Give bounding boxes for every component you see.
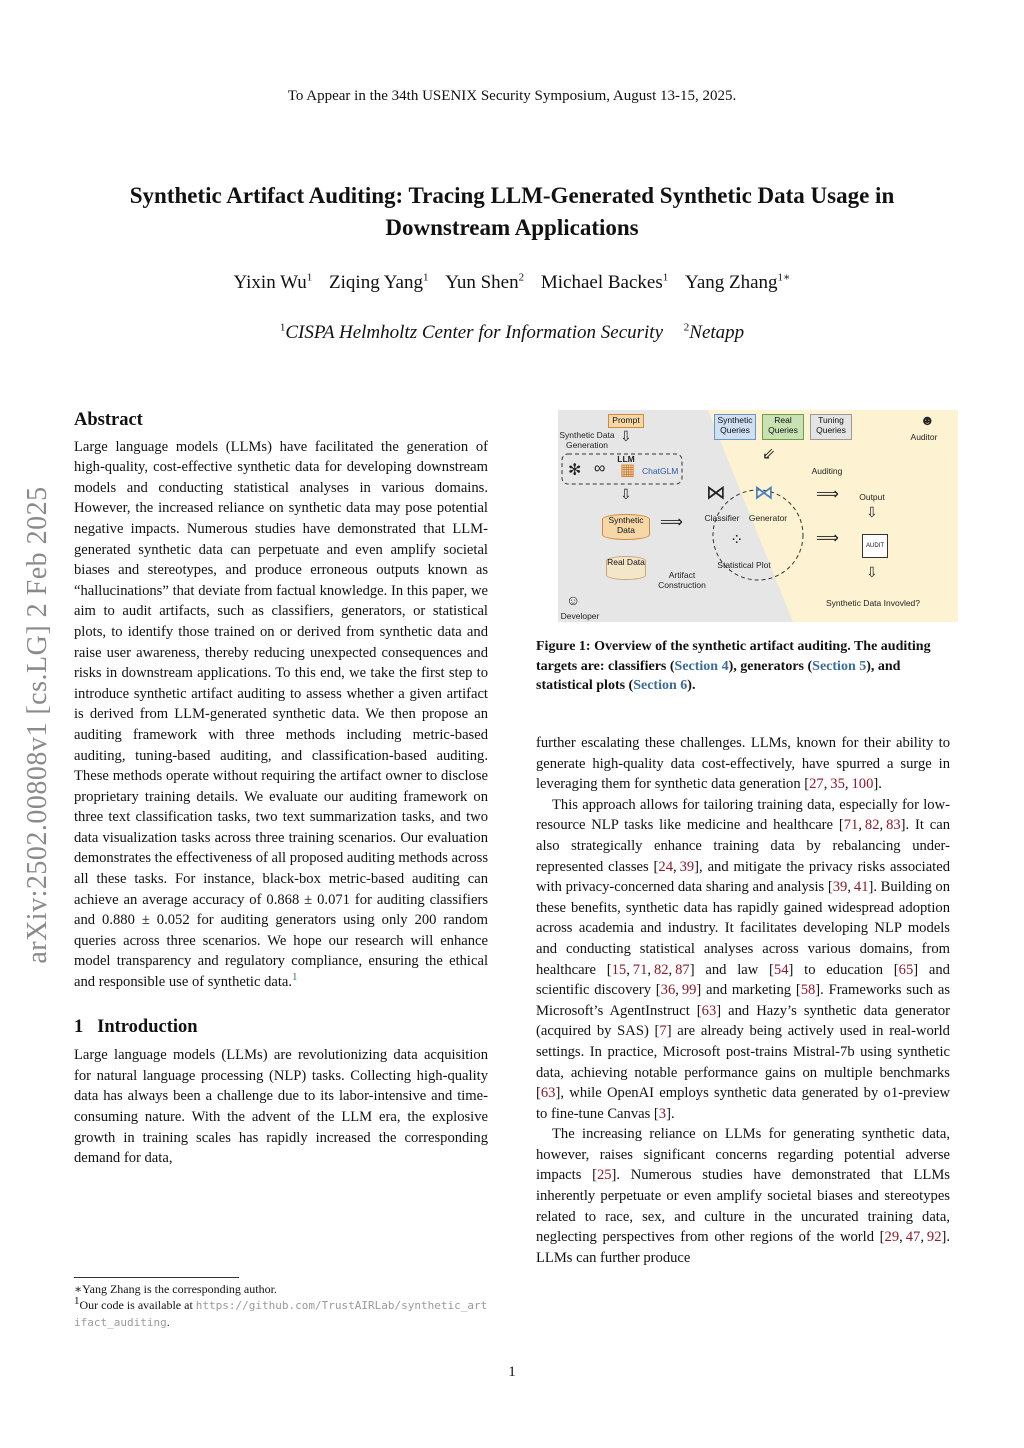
author: Yang Zhang$^{1∗}$ (685, 271, 791, 293)
arrow-right-icon: ⟹ (816, 530, 839, 547)
arrow-down-icon: ⇩ (620, 428, 632, 444)
citation-link[interactable]: 65 (898, 961, 914, 978)
citation-link[interactable]: 24 (658, 858, 673, 875)
affiliation: $^1$CISPA Helmholtz Center for Information Security (279, 321, 664, 343)
statistical-plot-label: Statistical Plot (717, 560, 771, 570)
arrow-down-icon: ⇩ (620, 486, 632, 502)
footnote-code: $^1$Our code is available at https://github.com/TrustAIRLab/synthetic_artifact_auditing. (74, 1295, 488, 1329)
author: Michael Backes$^1$ (540, 271, 669, 293)
meta-icon: ∞ (594, 460, 606, 477)
citation-link[interactable]: 39 (832, 879, 848, 896)
developer-label: Developer (560, 611, 600, 621)
citation-link[interactable]: 58 (800, 982, 816, 999)
venue-line: To Appear in the 34th USENIX Security Symposium, August 13-15, 2025. (287, 88, 737, 104)
auditor-icon: ☻ (920, 412, 935, 428)
intro-heading: 1 Introduction (74, 1016, 198, 1037)
affiliation: $^2$Netapp (683, 321, 745, 343)
citation-link[interactable]: 47 (905, 1229, 921, 1246)
footnote-link[interactable]: 1 (292, 971, 298, 984)
author: Yixin Wu$^1$ (233, 271, 313, 293)
paper-title: Synthetic Artifact Auditing: Tracing LLM-Generated Synthetic Data Usage in Downstream Applications (129, 183, 895, 240)
real-queries-box: Real Queries (762, 414, 804, 440)
citation-link[interactable]: 39 (679, 858, 695, 875)
citation-link[interactable]: 29 (884, 1229, 900, 1246)
classifier-label: Classifier (704, 513, 740, 523)
generator-network-icon: ⋈ (754, 482, 774, 504)
synthetic-queries-box: Synthetic Queries (714, 414, 756, 440)
arrow-down-icon: ⇩ (866, 564, 878, 580)
artifact-construction-label: Artifact Construction (658, 570, 706, 590)
author: Yun Shen$^2$ (445, 271, 525, 293)
classifier-network-icon: ⋈ (706, 482, 726, 504)
footnotes (74, 1281, 488, 1331)
citation-link[interactable]: 63 (540, 1085, 556, 1102)
citation-link[interactable]: 36 (660, 982, 676, 999)
page-number: 1 (508, 1364, 516, 1380)
footnote-rule (74, 1277, 239, 1278)
output-label: Output (859, 492, 885, 502)
mistral-icon: ▦ (620, 462, 636, 479)
auditor-label: Auditor (910, 432, 938, 442)
real-data-box: Real Data (606, 556, 646, 580)
figure-caption: Figure 1: Overview of the synthetic artifact auditing. The auditing targets are: classifiers (Section 4), generators (Section 5), and statistical plots (Section 6). (536, 639, 931, 693)
citation-link[interactable]: 7 (659, 1023, 667, 1040)
author: Ziqing Yang$^1$ (329, 271, 429, 293)
citation-link[interactable]: 35 (830, 776, 845, 793)
paragraph: This approach allows for tailoring training data, especially for low-resource NLP tasks like medicine and healthcare [71, 82, 83]. It can also strategically enhance training data by rebalancing under-represented classes [24, 39], and mitigate the privacy risks associated with privacy-concerned data sharing and analysis [39, 41]. Building on these benefits, synthetic data has rapidly gained widespread adoption across academia and industry. It facilitates developing NLP models and conducting statistical analyses across various domains, from healthcare [15, 71, 82, 87] and law [54] to education [65] and scientific discovery [36, 99] and marketing [58]. Frameworks such as Microsoft’s AgentInstruct [63] and Hazy’s synthetic data generator (acquired by SAS) [7] are already being actively used in real-world settings. In practice, Microsoft post-trains Mistral-7b using synthetic data, achieving notable performance gains on multiple benchmarks [63], while OpenAI employs synthetic data generated by o1-preview to fine-tune Canvas [3]. (536, 796, 950, 1122)
openai-icon: ✻ (568, 462, 582, 479)
intro-paragraph: Large language models (LLMs) are revolutionizing data acquisition for natural language processing (NLP) tasks. Collecting high-quality data has always been a challenge due to its labor-intensive and time-consuming nature. With the advent of the LLM era, the explosive growth in training scales has rapidly increased the corresponding demand for data, (74, 1047, 488, 1167)
chatglm-label: ChatGLM (642, 466, 679, 476)
citation-link[interactable]: 63 (701, 1002, 717, 1019)
section-link[interactable]: Section 5 (812, 658, 867, 674)
citation-link[interactable]: 100 (851, 776, 874, 793)
affiliations (0, 322, 1024, 344)
developer-icon: ☺ (566, 592, 581, 608)
generator-label: Generator (748, 513, 788, 523)
tuning-queries-box: Tuning Queries (810, 414, 852, 440)
citation-link[interactable]: 82 (864, 817, 880, 834)
left-column (74, 410, 488, 1169)
citation-link[interactable]: 54 (773, 961, 789, 978)
arrow-down-icon: ⇩ (866, 504, 878, 520)
code-url-link[interactable]: https://github.com/TrustAIRLab/synthetic_artifact_auditing (74, 1299, 488, 1329)
paragraph: The increasing reliance on LLMs for generating synthetic data, however, raises significant concerns regarding potential adverse impacts [25]. Numerous studies have demonstrated that LLMs inherently perpetuate or even amplify societal biases and stereotypes related to race, sex, and culture in the uncurated training data, neglecting perspectives from other regions of the world [29, 47, 92]. LLMs can further produce (536, 1126, 950, 1266)
citation-link[interactable]: 41 (853, 879, 869, 896)
scatter-plot-icon: ⁘ (730, 532, 744, 549)
arrow-down-left-icon: ⇙ (762, 446, 776, 463)
paragraph: further escalating these challenges. LLMs, known for their ability to generate high-quality data cost-effectively, have spurred a surge in leveraging them for synthetic data generation [27, 35, 100]. (536, 735, 950, 793)
citation-link[interactable]: 25 (596, 1167, 612, 1184)
audit-report-icon: AUDIT (862, 534, 888, 558)
citation-link[interactable]: 15 (611, 961, 627, 978)
citation-link[interactable]: 27 (809, 776, 824, 793)
footnote-corresponding: ∗Yang Zhang is the corresponding author. (74, 1282, 277, 1296)
figure-1 (558, 410, 958, 622)
right-column (536, 733, 950, 1268)
auditing-label: Auditing (811, 466, 843, 476)
llm-label: LLM (617, 454, 635, 464)
synthetic-data-generation-label: Synthetic Data Generation (559, 430, 615, 450)
author-list (0, 272, 1024, 294)
synthetic-data-box: Synthetic Data (602, 514, 650, 540)
citation-link[interactable]: 87 (675, 961, 690, 978)
citation-link[interactable]: 83 (886, 817, 901, 834)
abstract-heading: Abstract (74, 410, 143, 430)
abstract-text: Large language models (LLMs) have facilitated the generation of high-quality, cost-effective synthetic data for developing downstream models and conducting statistical analyses in various domains. However, the increased reliance on synthetic data may pose potential negative impacts. Numerous studies have demonstrated that LLM-generated synthetic data can perpetuate and even amplify societal biases and stereotypes, and produce erroneous outputs known as “hallucinations” that deviate from factual knowledge. In this paper, we aim to audit artifacts, such as classifiers, generators, or statistical plots, to identify those trained on or derived from synthetic data and raise user awareness, thereby reducing unexpected consequences and risks in downstream applications. To this end, we take the first step to introduce synthetic artifact auditing to assess whether a given artifact is derived from LLM-generated synthetic data. We then propose an auditing framework with three methods including metric-based auditing, tuning-based auditing, and classification-based auditing. These methods operate without requiring the artifact owner to disclose proprietary training details. We evaluate our auditing framework on three text classification tasks, two text summarization tasks, and two data visualization tasks across three training scenarios. Our evaluation demonstrates the effectiveness of all proposed auditing methods across all these tasks. For instance, black-box metric-based auditing can achieve an average accuracy of 0.868 ± 0.071 for auditing classifiers and 0.880 ± 0.052 for auditing generators using only 200 random queries across three scenarios. We hope our research will enhance model transparency and regulatory compliance, ensuring the ethical and responsible use of synthetic data.$^1$ (74, 438, 488, 991)
section-link[interactable]: Section 4 (674, 658, 729, 674)
citation-link[interactable]: 92 (926, 1229, 942, 1246)
citation-link[interactable]: 99 (681, 982, 697, 999)
arxiv-watermark: arXiv:2502.00808v1 [cs.LG] 2 Feb 2025 (22, 486, 53, 964)
citation-link[interactable]: 71 (632, 961, 648, 978)
section-link[interactable]: Section 6 (633, 678, 688, 693)
citation-link[interactable]: 3 (658, 1105, 667, 1122)
prompt-box: Prompt (608, 414, 644, 428)
arrow-right-icon: ⟹ (816, 486, 839, 503)
citation-link[interactable]: 82 (653, 961, 669, 978)
synthetic-data-involved-label: Synthetic Data Invovled? (825, 598, 921, 608)
arrow-right-icon: ⟹ (660, 514, 683, 531)
citation-link[interactable]: 71 (843, 817, 859, 834)
